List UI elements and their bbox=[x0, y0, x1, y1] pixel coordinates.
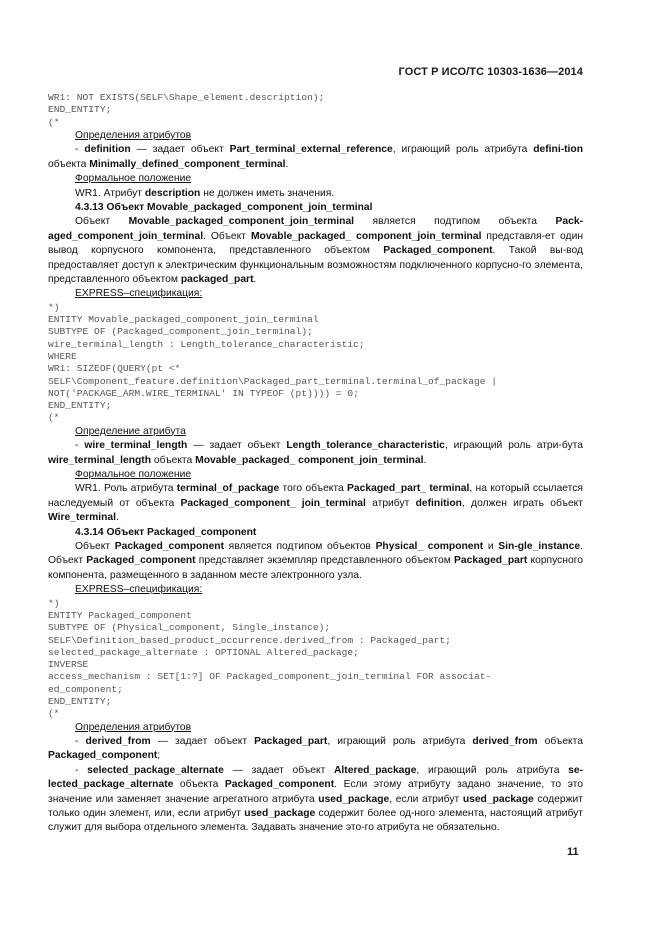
code-line: *) bbox=[48, 597, 60, 609]
formal-proposition-paragraph: WR1. Роль атрибута terminal_of_package того объекта Packaged_part_ terminal, на который ссылается наследуемый от объекта Packaged_component_ join_terminal атрибут definition, должен играть объект Wire_terminal. bbox=[48, 483, 584, 524]
section-title-4-3-13: 4.3.13 Объект Movable_packaged_component_join_terminal bbox=[75, 201, 373, 213]
code-line: SELF\Definition_based_product_occurrence.derived_from : Packaged_part; bbox=[48, 634, 452, 646]
code-block-2 bbox=[48, 302, 583, 425]
code-block-3 bbox=[48, 598, 583, 721]
code-line: (* bbox=[48, 412, 60, 424]
attribute-definition-paragraph: - wire_terminal_length — задает объект Length_tolerance_characteristic, играющий роль атри-бута wire_terminal_length объекта Movable_packaged_ component_join_terminal. bbox=[48, 440, 583, 466]
standard-header: ГОСТ Р ИСО/ТС 10303-1636—2014 bbox=[398, 66, 583, 78]
page-number: 11 bbox=[567, 846, 579, 858]
code-line: (* bbox=[48, 116, 60, 128]
code-line: END_ENTITY; bbox=[48, 695, 112, 707]
code-line: SUBTYPE OF (Packaged_component_join_terminal); bbox=[48, 326, 313, 338]
code-line: WHERE bbox=[48, 350, 77, 362]
code-line: END_ENTITY; bbox=[48, 400, 112, 412]
attribute-definition-paragraph: - derived_from — задает объект Packaged_part, играющий роль атрибута derived_from объекта Packaged_component; bbox=[48, 735, 583, 762]
code-block-1 bbox=[48, 92, 583, 129]
attribute-definition-paragraph: - definition — задает объект Part_terminal_external_reference, играющий роль атрибута defini-tion объекта Minimally_defined_component_terminal. bbox=[48, 144, 583, 170]
code-line: WR1: NOT EXISTS(SELF\Shape_element.description); bbox=[48, 92, 325, 103]
code-line: NOT('PACKAGE_ARM.WIRE_TERMINAL' IN TYPEOF (pt)))) = 0; bbox=[48, 387, 359, 399]
section-4-3-13-paragraph: Объект Movable_packaged_component_join_terminal является подтипом объекта Pack-aged_component_join_terminal. Объект Movable_packaged_ component_join_terminal представля-ет один вывод корпусного компонента, представленного объектом Packaged_component. Такой вы-вод предоставляет доступ к электрическим функциональным возможностям подключенного корпусно-го элемента, представленного объектом packaged_part. bbox=[48, 216, 584, 285]
code-line: SELF\Component_feature.definition\Packaged_part_terminal.terminal_of_package | bbox=[48, 375, 498, 387]
formal-proposition-paragraph: WR1. Атрибут description не должен иметь значения. bbox=[75, 187, 335, 199]
code-line: (* bbox=[48, 708, 60, 720]
attribute-definitions-heading: Определения атрибутов bbox=[75, 721, 192, 733]
code-line: SUBTYPE OF (Physical_component, Single_instance); bbox=[48, 622, 331, 634]
code-line: END_ENTITY; bbox=[48, 104, 112, 116]
code-line: *) bbox=[48, 301, 60, 313]
code-line: ENTITY Movable_packaged_component_join_terminal bbox=[48, 314, 319, 326]
code-line: ed_component; bbox=[48, 683, 123, 695]
attribute-definition-heading: Определение атрибута bbox=[75, 425, 186, 437]
attribute-definitions-heading: Определения атрибутов bbox=[75, 129, 192, 141]
code-line: WR1: SIZEOF(QUERY(pt <* bbox=[48, 363, 181, 375]
express-spec-heading: EXPRESS–спецификация: bbox=[75, 288, 203, 300]
code-line: ENTITY Packaged_component bbox=[48, 609, 192, 621]
formal-proposition-heading: Формальное положение bbox=[75, 173, 192, 185]
code-line: INVERSE bbox=[48, 659, 89, 671]
formal-proposition-heading: Формальное положение bbox=[75, 468, 192, 480]
attribute-definition-paragraph: - selected_package_alternate — задает объект Altered_package, играющий роль атрибута se-lected_package_alternate объекта Packaged_component. Если этому атрибуту задано значение, то это значение или заменяет значение агрегатного атрибута used_package, если атрибут used_package содержит только один элемент, или, если атрибут used_package содержит более од-ного элемента, настоящий атрибут служит для выбора отдельного элемента. Задавать значение это-го атрибута не обязательно. bbox=[48, 764, 583, 834]
code-line: access_mechanism : SET[1:?] OF Packaged_component_join_terminal FOR associat- bbox=[48, 671, 492, 683]
code-line: wire_terminal_length : Length_tolerance_characteristic; bbox=[48, 338, 365, 350]
code-line: selected_package_alternate : OPTIONAL Altered_package; bbox=[48, 646, 359, 658]
page-content bbox=[48, 92, 583, 836]
section-4-3-14-paragraph: Объект Packaged_component является подтипом объектов Physical_ component и Sin-gle_instance. Объект Packaged_component представляет экземпляр представленного объектом Packaged_part корпусного компонента, размещенного в заданном месте электронного узла. bbox=[48, 540, 583, 581]
section-title-4-3-14: 4.3.14 Объект Packaged_component bbox=[75, 526, 257, 538]
express-spec-heading: EXPRESS–спецификация: bbox=[75, 584, 203, 596]
